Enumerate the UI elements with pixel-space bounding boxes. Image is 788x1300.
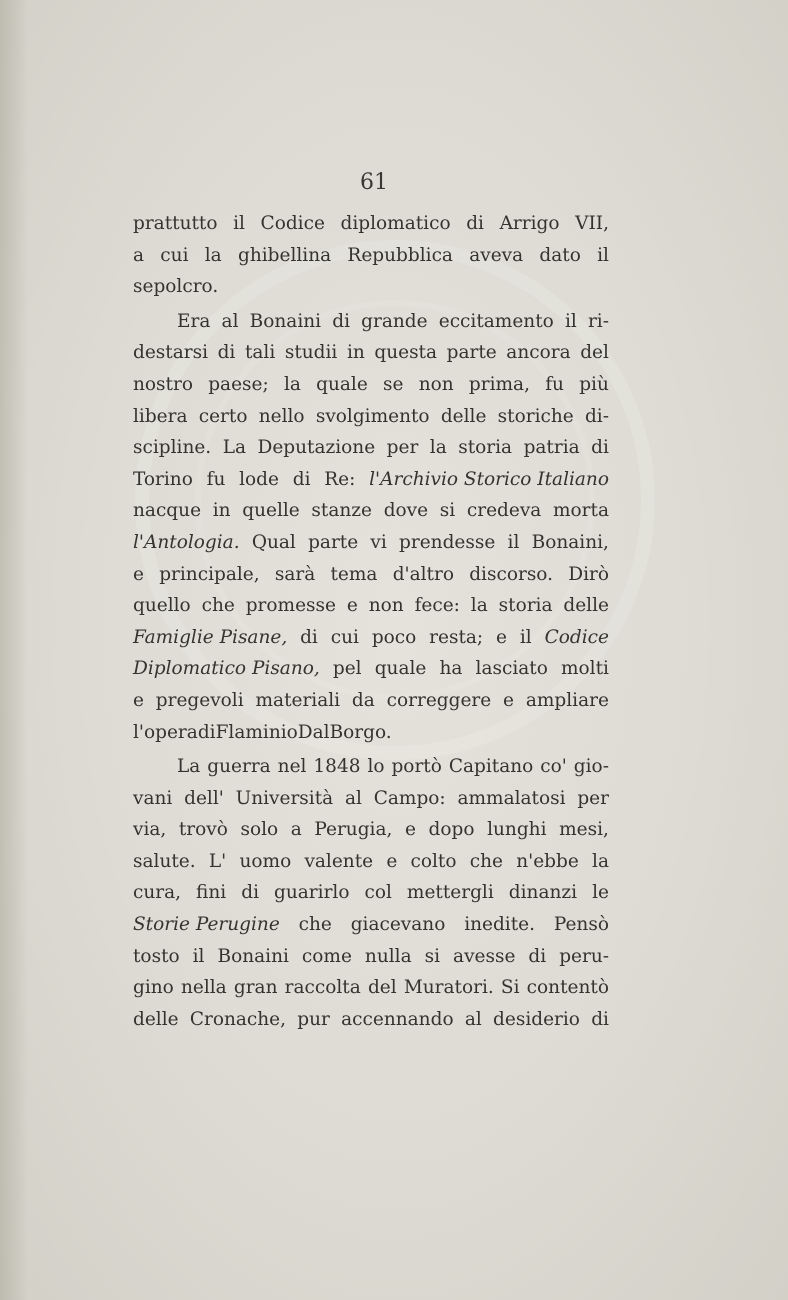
word: Era [177, 310, 211, 332]
word: dove [383, 500, 429, 522]
word: Storie Perugine [133, 914, 280, 936]
word: del [367, 977, 397, 999]
word: Codice [544, 626, 609, 648]
word: la [470, 595, 488, 617]
text-line [133, 401, 609, 433]
word: gran [233, 977, 278, 999]
word: materiali [255, 689, 341, 711]
word: ammalatosi [457, 787, 566, 809]
word: solo [240, 819, 279, 841]
word: Si [500, 977, 520, 999]
word: Arrigo [499, 213, 560, 234]
word: il [233, 213, 245, 234]
word: Bonaini [217, 945, 289, 967]
word: gio- [573, 756, 609, 778]
text-line [133, 527, 609, 559]
page-number: 61 [360, 170, 388, 195]
word: dinanzi [508, 882, 578, 904]
text-line [133, 590, 609, 622]
word: aveva [469, 244, 524, 266]
word: ha [439, 658, 463, 680]
word: di [292, 468, 311, 490]
word: fu [545, 373, 564, 395]
word: tosto [133, 945, 180, 967]
word: Capitano [448, 756, 534, 778]
word: Diplomatico Pisano, [133, 658, 320, 680]
word: pur [297, 1008, 330, 1030]
word: uomo [239, 850, 292, 872]
text-line [133, 559, 609, 591]
text-line [133, 685, 609, 717]
body-text [133, 208, 609, 1035]
word: storia [458, 437, 513, 459]
text-line [133, 495, 609, 527]
word: sepolcro. [133, 276, 219, 298]
word: Bonaini [249, 310, 322, 332]
word: Muratori. [403, 977, 494, 999]
word: nella [180, 977, 227, 999]
word: Dirò [568, 563, 609, 585]
word: Qual [251, 531, 296, 553]
word: Bonaini, [531, 531, 609, 553]
word: Famiglie Pisane, [133, 626, 288, 648]
word: guarirlo [274, 882, 350, 904]
word: e [133, 689, 144, 711]
word: correggere [386, 689, 492, 711]
word: pel [332, 658, 362, 680]
word: VII, [575, 213, 609, 234]
word: da [351, 689, 375, 711]
text-line [133, 622, 609, 654]
word: e [503, 689, 514, 711]
word: lo [367, 756, 385, 778]
word: inedite. [464, 914, 535, 936]
word: cui [330, 626, 359, 648]
word: quello [133, 595, 191, 617]
word: co' [540, 756, 567, 778]
word: nostro [133, 373, 193, 395]
word: dell' [184, 787, 224, 809]
word: del [580, 342, 609, 364]
word: le [592, 882, 609, 904]
text-line [133, 337, 609, 369]
word: portò [391, 756, 442, 778]
word: di [217, 342, 236, 364]
word: e [346, 595, 358, 617]
text-line [133, 717, 609, 749]
word: cura, [133, 882, 182, 904]
word: nello [258, 405, 305, 427]
text-line [133, 1004, 609, 1036]
word: Repubblica [347, 244, 453, 266]
word: delle [133, 1008, 179, 1030]
word: stanze [311, 500, 372, 522]
word: il [507, 531, 520, 553]
word: e [404, 819, 416, 841]
word: l'opera [133, 721, 198, 743]
word: fini [196, 882, 227, 904]
word: Borgo. [329, 721, 392, 743]
word: peru- [559, 945, 609, 967]
text-line [133, 783, 609, 815]
word: in [346, 342, 365, 364]
word: raccolta [284, 977, 361, 999]
word: n'ebbe [516, 850, 579, 872]
word: non [418, 373, 454, 395]
word: promesse [245, 595, 336, 617]
word: prendesse [399, 531, 496, 553]
word: giacevano [350, 914, 446, 936]
word: diplomatico [340, 213, 451, 234]
word: nel [277, 756, 307, 778]
text-line [133, 306, 609, 338]
word: col [364, 882, 392, 904]
word: vani [133, 787, 173, 809]
word: mettergli [406, 882, 494, 904]
word: vi [370, 531, 387, 553]
gutter-shadow [0, 0, 28, 1300]
word: Cronache, [189, 1008, 287, 1030]
word: si [439, 500, 456, 522]
word: di [241, 882, 259, 904]
word: dopo [428, 819, 475, 841]
text-line [133, 271, 609, 303]
word: che [469, 850, 503, 872]
word: di [332, 310, 351, 332]
text-line [133, 877, 609, 909]
word: il [564, 310, 577, 332]
word: paese; [208, 373, 269, 395]
word: che [298, 914, 332, 936]
word: discorso. [469, 563, 554, 585]
word: di [528, 945, 547, 967]
word: Re: [324, 468, 356, 490]
word: eccitamento [438, 310, 554, 332]
word: non [368, 595, 404, 617]
word: di [197, 721, 216, 743]
word: di- [584, 405, 609, 427]
word: l'Antologia. [133, 531, 240, 553]
text-line [133, 369, 609, 401]
word: principale, [159, 563, 260, 585]
word: di [591, 437, 609, 459]
word: la [283, 373, 301, 395]
word: patria [523, 437, 580, 459]
word: la [592, 850, 609, 872]
word: il [519, 626, 532, 648]
word: storiche [497, 405, 574, 427]
word: questa [374, 342, 438, 364]
word: salute. [133, 850, 196, 872]
text-line [133, 814, 609, 846]
word: se [383, 373, 404, 395]
word: prima, [468, 373, 530, 395]
word: delle [440, 405, 487, 427]
word: parte [308, 531, 359, 553]
word: tali [244, 342, 276, 364]
word: il [192, 945, 205, 967]
word: poco [371, 626, 417, 648]
word: nulla [364, 945, 412, 967]
word: a [133, 244, 145, 266]
word: accennando [341, 1008, 454, 1030]
word: la [429, 437, 447, 459]
word: contentò [526, 977, 609, 999]
word: trovò [178, 819, 228, 841]
word: Torino [133, 468, 193, 490]
word: d'altro [392, 563, 454, 585]
word: credeva [466, 500, 542, 522]
word: più [579, 373, 609, 395]
word: per [386, 437, 419, 459]
word: di [591, 1008, 609, 1030]
text-line [133, 464, 609, 496]
word: quale [374, 658, 427, 680]
word: a [290, 819, 302, 841]
text-line [133, 941, 609, 973]
word: parte [446, 342, 497, 364]
word: in [212, 500, 231, 522]
word: colto [410, 850, 457, 872]
word: Pensò [553, 914, 609, 936]
text-line [133, 653, 609, 685]
word: fece: [414, 595, 460, 617]
word: La [177, 756, 201, 778]
word: e [133, 563, 144, 585]
word: via, [133, 819, 167, 841]
text-line [133, 432, 609, 464]
word: la [204, 244, 222, 266]
word: sarà [274, 563, 316, 585]
word: al [464, 1008, 482, 1030]
word: lode [239, 468, 279, 490]
word: tema [330, 563, 378, 585]
word: nacque [133, 500, 202, 522]
word: e [496, 626, 507, 648]
word: Perugia, [314, 819, 393, 841]
word: destarsi [133, 342, 209, 364]
word: ghibellina [237, 244, 332, 266]
word: La [222, 437, 247, 459]
word: studii [284, 342, 338, 364]
word: prattutto [133, 213, 218, 234]
word: il [597, 244, 609, 266]
word: L' [208, 850, 227, 872]
text-line [133, 208, 609, 240]
word: cui [160, 244, 189, 266]
word: quelle [242, 500, 300, 522]
word: Deputazione [257, 437, 376, 459]
word: ampliare [525, 689, 609, 711]
word: al [221, 310, 239, 332]
word: l'Archivio Storico Italiano [369, 468, 609, 490]
word: Campo: [373, 787, 446, 809]
word: Flaminio [215, 721, 298, 743]
word: grande [361, 310, 428, 332]
word: certo [198, 405, 248, 427]
word: storia [498, 595, 553, 617]
word: scipline. [133, 437, 212, 459]
word: molti [560, 658, 609, 680]
word: quale [316, 373, 368, 395]
word: morta [553, 500, 609, 522]
word: lasciato [475, 658, 548, 680]
word: dato [539, 244, 581, 266]
word: si [424, 945, 441, 967]
text-line [133, 972, 609, 1004]
word: valente [304, 850, 374, 872]
word: Codice [260, 213, 325, 234]
word: Università [235, 787, 334, 809]
word: di [300, 626, 318, 648]
word: lunghi [487, 819, 547, 841]
word: gino [133, 977, 174, 999]
word: libera [133, 405, 188, 427]
word: fu [206, 468, 226, 490]
word: 1848 [313, 756, 361, 778]
word: e [386, 850, 398, 872]
word: guerra [207, 756, 271, 778]
word: al [344, 787, 362, 809]
word: Dal [297, 721, 330, 743]
word: come [301, 945, 352, 967]
text-line [133, 846, 609, 878]
word: mesi, [559, 819, 609, 841]
word: per [577, 787, 609, 809]
word: ancora [506, 342, 571, 364]
word: che [201, 595, 235, 617]
text-line [133, 751, 609, 783]
word: svolgimento [315, 405, 430, 427]
word: ri- [587, 310, 609, 332]
word: di [466, 213, 484, 234]
text-line [133, 909, 609, 941]
word: delle [563, 595, 609, 617]
word: desiderio [493, 1008, 580, 1030]
word: pregevoli [155, 689, 244, 711]
word: resta; [429, 626, 484, 648]
word: avesse [453, 945, 516, 967]
text-line [133, 240, 609, 272]
